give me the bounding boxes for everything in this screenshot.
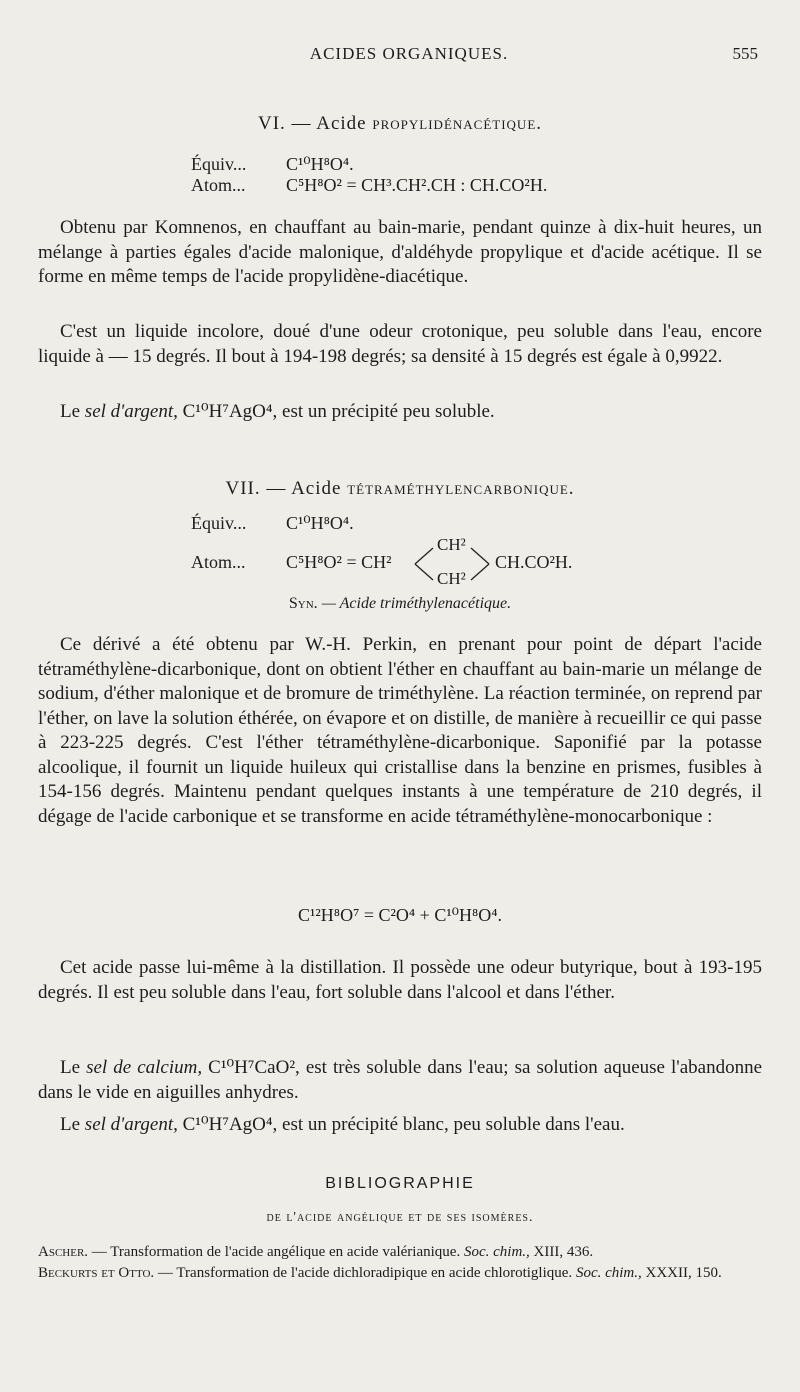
bibliography-entry [38,1244,762,1260]
salt-name: sel d'argent, [84,1114,178,1135]
equiv-formula: C¹⁰H⁸O⁴. [286,154,354,174]
section-vii-title-cap: Acide [291,478,342,499]
section-vii-paragraph-3 [38,1056,762,1105]
section-vi-paragraph-1: Obtenu par Komnenos, en chauffant au bain-marie, pendant quinze à dix-huit heures, un mélange à parties égales d'acide malonique, d'aldéhyde propylique et d'acide acétique. Il se forme en même temps de l'acide propylidène-diacétique. [38,217,762,287]
atom-label: Atom... [191,552,246,572]
equiv-formula: C¹⁰H⁸O⁴. [286,513,354,533]
section-vii-number: VII. — [225,478,287,499]
section-vii-atom-formula [191,534,611,594]
para-rest: C¹⁰H⁷AgO⁴, est un précipité blanc, peu soluble dans l'eau. [177,1114,625,1135]
running-head [60,44,758,68]
page-number: 555 [732,44,758,63]
salt-name: sel de calcium, [86,1057,203,1078]
decomposition-equation: C¹²H⁸O⁷ = C²O⁴ + C¹⁰H⁸O⁴. [298,905,502,925]
para-prefix: Le [60,1057,87,1078]
section-vi-number: VI. — [257,113,312,134]
entry-author: Ascher. [38,1244,89,1260]
section-vi-equiv [191,154,354,175]
salt-name: sel d'argent, [84,401,178,422]
entry-ref: XIII, 436. [529,1244,594,1260]
syn-label: Syn. [288,595,318,612]
section-vii-equiv [191,513,354,534]
atom-tail-formula: CH.CO²H. [495,552,573,572]
para-prefix: Le [60,1114,85,1135]
section-vi-atom [191,175,547,196]
section-vi-paragraph-3 [38,400,762,425]
atom-formula: C⁵H⁸O² = CH³.CH².CH : CH.CO²H. [286,175,548,195]
para-rest: C¹⁰H⁷CaO², est très soluble dans l'eau; sa solution aqueuse l'abandonne dans le vide en aiguilles anhydres. [38,1057,763,1103]
syn-text: — Acide triméthylenacétique. [321,595,512,612]
bibliography-subtitle: de l'acide angélique et de ses isomères. [266,1210,534,1225]
equiv-label: Équiv... [191,154,247,174]
para-rest: C¹⁰H⁷AgO⁴, est un précipité peu soluble. [177,401,495,422]
entry-ref: XXXII, 150. [641,1265,722,1281]
entry-journal: Soc. chim., [575,1265,642,1281]
ring-ch2-top: CH² [437,535,466,554]
section-vii-paragraph-2: Cet acide passe lui-même à la distillation. Il possède une odeur butyrique, bout à 193-195 degrés. Il est peu soluble dans l'eau, fort soluble dans l'alcool et dans l'éther. [38,957,762,1003]
atom-main-formula: C⁵H⁸O² = CH² [286,552,392,572]
entry-text: — Transformation de l'acide angélique en acide valérianique. [88,1244,464,1260]
synonym-line [0,595,800,613]
entry-journal: Soc. chim., [463,1244,530,1260]
running-head-title: ACIDES ORGANIQUES. [309,44,509,63]
section-vii-paragraph-4 [38,1113,762,1138]
section-vi-paragraph-2: C'est un liquide incolore, doué d'une odeur crotonique, peu soluble dans l'eau, encore liquide à — 15 degrés. Il bout à 194-198 degrés; sa densité à 15 degrés est égale à 0,9922. [38,321,762,367]
bibliography-title: BIBLIOGRAPHIE [325,1175,475,1192]
section-vii-title-rest: tétraméthylencarbonique. [347,478,575,499]
atom-label: Atom... [191,175,246,195]
section-vi-title-rest: propylidénacétique. [372,113,543,134]
entry-text: — Transformation de l'acide dichloradipique en acide chlorotiglique. [154,1265,576,1281]
section-vii-heading [0,478,800,500]
section-vi-heading [0,113,800,135]
ring-ch2-bottom: CH² [437,569,466,588]
section-vii-paragraph-1: Ce dérivé a été obtenu par W.-H. Perkin, en prenant pour point de départ l'acide tétraméthylène-dicarbonique, dont on obtient l'éther en chauffant au bain-marie un mélange de sodium, d'éther malonique et de bromure de triméthylène. La réaction terminée, on reprend par l'éther, on lave la solution éthérée, on évapore et on distille, de manière à recueillir ce qui passe à 223-225 degrés. C'est l'éther tétraméthylène-dicarbonique. Saponifié par la potasse alcoolique, il fournit un liquide huileux qui cristallise dans la benzine en prismes, fusibles à 154-156 degrés. Maintenu pendant quelques instants à une température de 210 degrés, il dégage de l'acide carbonique et se transforme en acide tétraméthylène-monocarbonique : [38,634,762,827]
entry-author: Beckurts et Otto. [38,1265,155,1281]
bibliography-entry [38,1265,762,1281]
equiv-label: Équiv... [191,513,247,533]
para-prefix: Le [60,401,85,422]
section-vi-title-cap: Acide [316,113,367,134]
